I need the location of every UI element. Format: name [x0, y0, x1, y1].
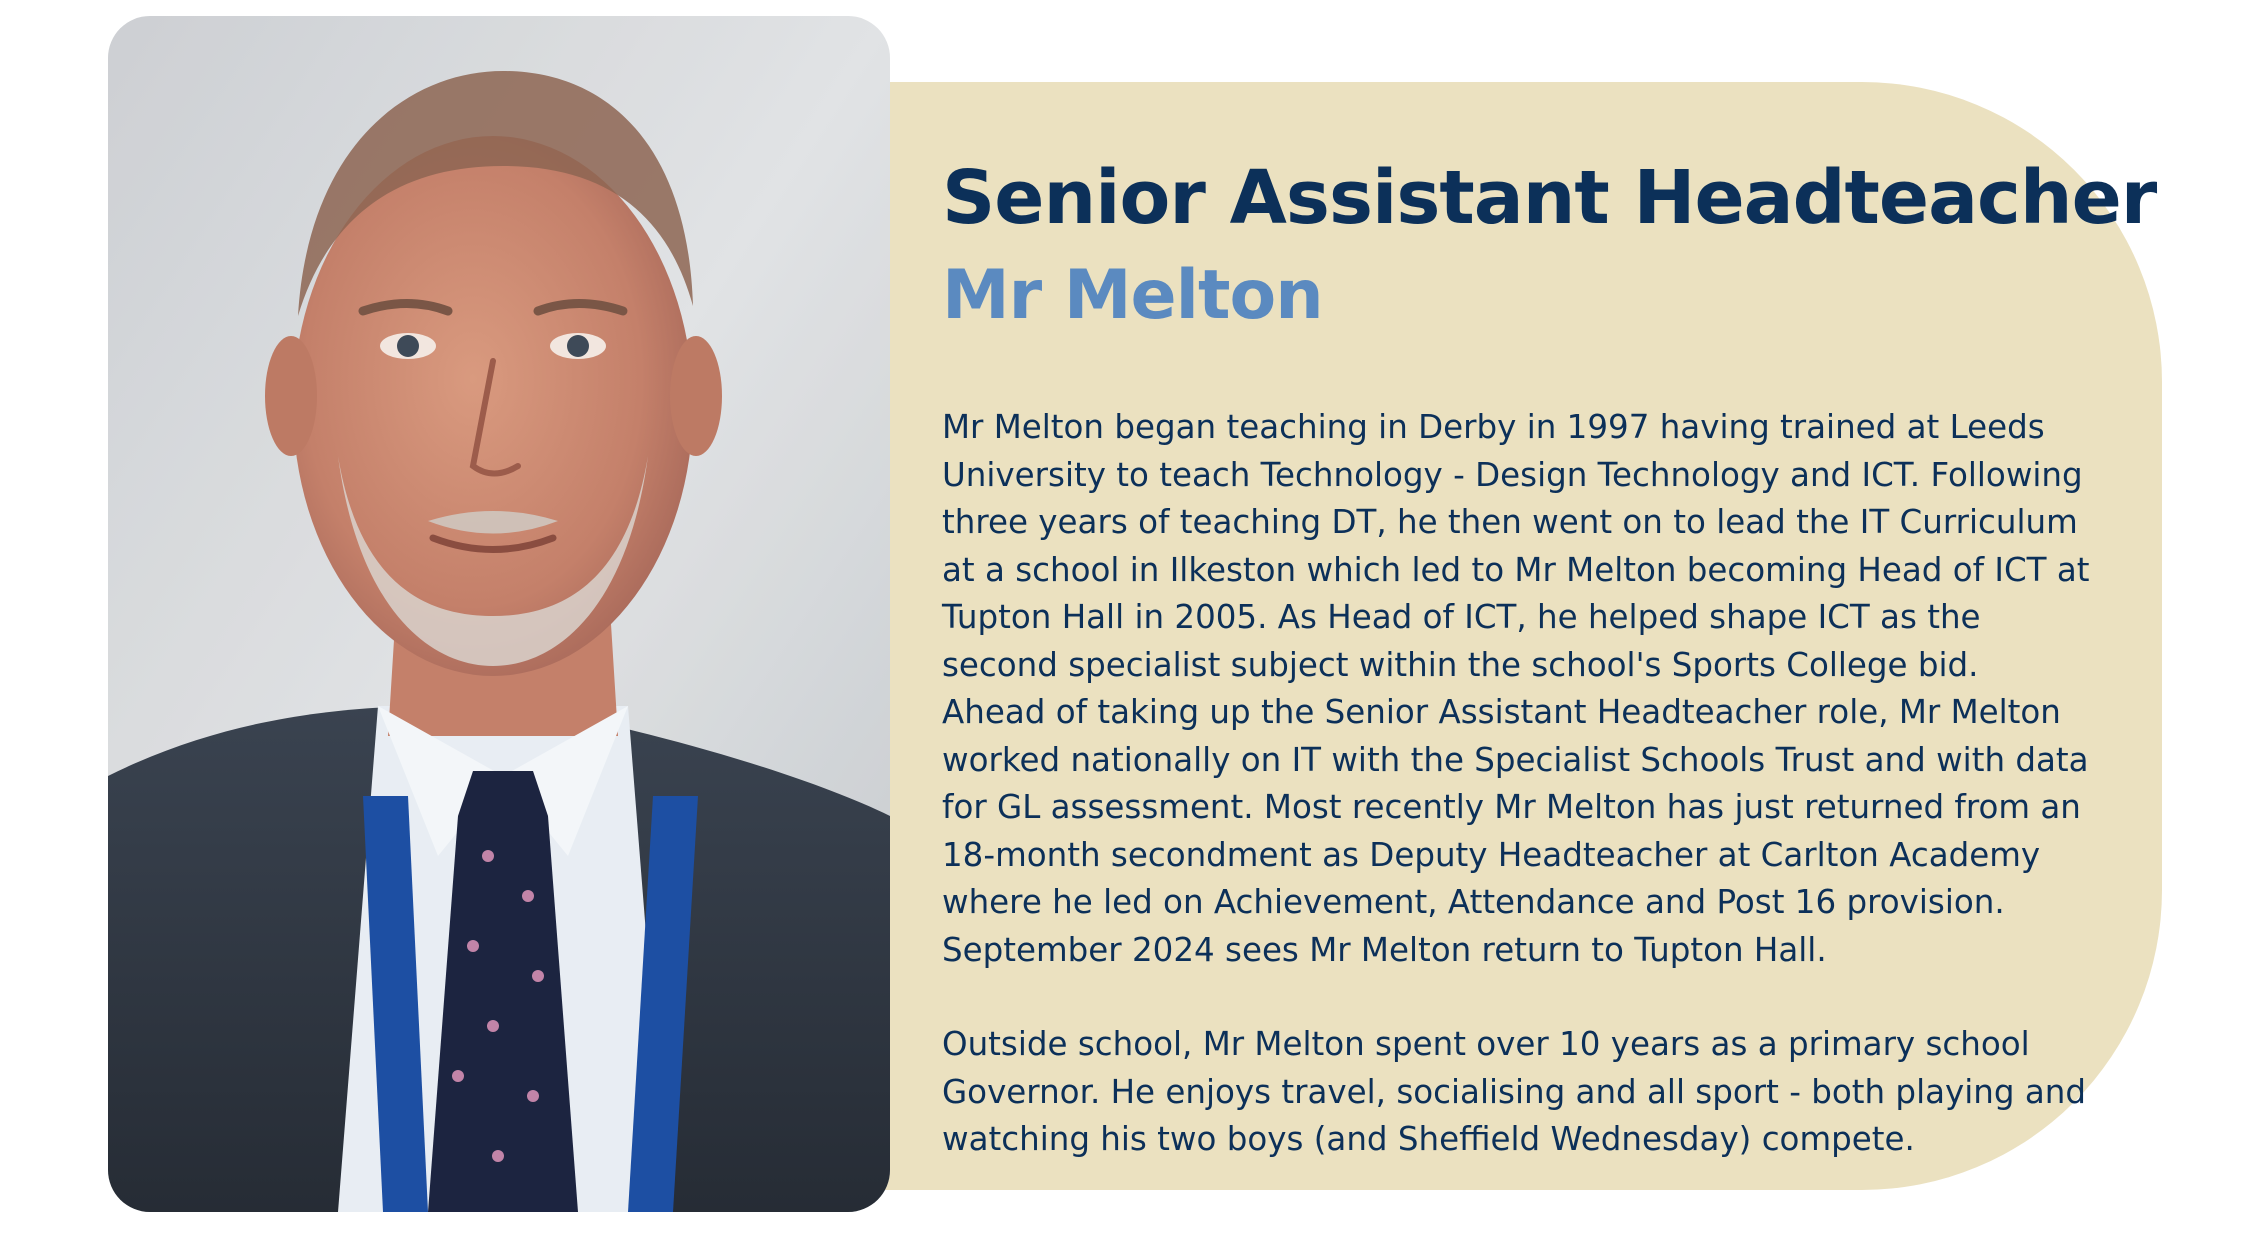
staff-portrait-photo [108, 16, 890, 1212]
bio-paragraph-personal: Outside school, Mr Melton spent over 10 years as a primary school Governor. He enjoys travel, socialising and all sport - both playing and watching his two boys (and Sheffield Wednesday) compete. [942, 1025, 2086, 1158]
bio-paragraph-career: Mr Melton began teaching in Derby in 1997 having trained at Leeds University to teach Technology - Design Technology and ICT. Following three years of teaching DT, he then went on to lead the IT Curriculum at a school in Ilkeston which led to Mr Melton becoming Head of ICT at Tupton Hall in 2005. As Head of ICT, he helped shape ICT as the second specialist subject within the school's Sports College bid. Ahead of taking up the Senior Assistant Headteacher role, Mr Melton worked nationally on IT with the Specialist Schools Trust and with data for GL assessment. Most recently Mr Melton has just returned from an 18-month secondment as Deputy Headteacher at Carlton Academy where he led on Achievement, Attendance and Post 16 provision. September 2024 sees Mr Melton return to Tupton Hall. [942, 408, 2090, 969]
role-title: Senior Assistant Headteacher [942, 155, 2157, 241]
profile-text-block [942, 150, 2157, 1164]
portrait-illustration [108, 16, 890, 1212]
staff-name: Mr Melton [942, 256, 1323, 335]
